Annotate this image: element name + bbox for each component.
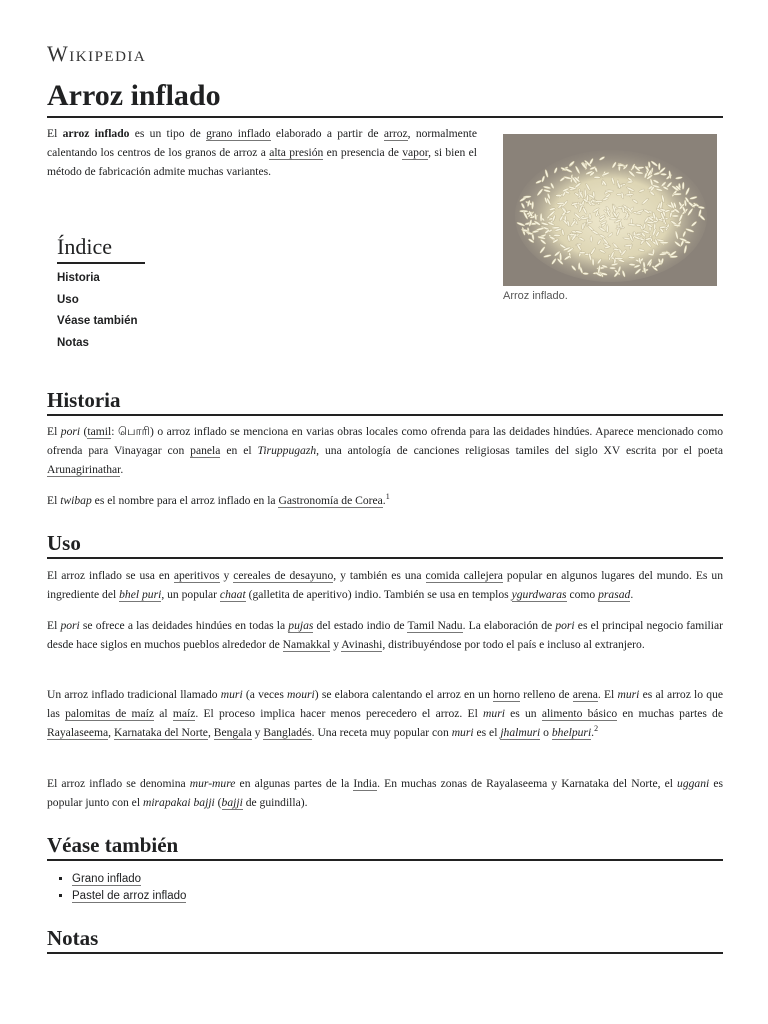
- reference-1[interactable]: 1: [385, 492, 390, 502]
- uso-paragraph-4: El arroz inflado se denomina mur-mure en algunas partes de la India. En muchas zonas de Rayalaseema y Karnataka del Norte, el uggani es popular junto con el mirapakai bajji (bajji de guindilla).: [47, 777, 723, 809]
- page-title: Arroz inflado: [47, 78, 723, 118]
- link-grano-inflado[interactable]: grano inflado: [206, 127, 271, 140]
- link-bajji[interactable]: bajji: [221, 796, 243, 809]
- link-banglades[interactable]: Bangladés: [263, 726, 312, 739]
- link-namakkal[interactable]: Namakkal: [282, 638, 331, 651]
- infobox-figure: [503, 134, 717, 302]
- link-horno[interactable]: horno: [492, 688, 521, 701]
- heading-uso: Uso: [47, 529, 723, 559]
- link-alta-presion[interactable]: alta presión: [269, 146, 324, 159]
- historia-paragraph-2: El twibap es el nombre para el arroz inflado en la Gastronomía de Corea.$^1$: [47, 492, 390, 507]
- link-rayalaseema[interactable]: Rayalaseema: [47, 726, 109, 739]
- historia-paragraph-1: El pori (tamil: பொரி) o arroz inflado se menciona en varias obras locales como ofrenda para las deidades hindúes. Aparece mencionado como ofrenda para Vinayagar con panela en el Tiruppugazh, una antología de canciones religiosas tamiles del siglo XV escrita por el poeta Arunagirinathar.: [47, 425, 724, 476]
- link-gurdwaras[interactable]: ygurdwaras: [511, 588, 567, 601]
- link-comida-callejera[interactable]: comida callejera: [425, 569, 503, 582]
- uso-paragraph-3: Un arroz inflado tradicional llamado muri (a veces mouri) se elabora calentando el arroz en un horno relleno de arena. El muri es al arroz lo que las palomitas de maíz al maíz. El proceso implica hacer menos perecedero el arroz. El muri es un alimento básico en muchas partes de Rayalaseema, Karnataka del Norte, Bengala y Bangladés. Una receta muy popular con muri es el jhalmuri o bhelpuri.$^2$: [47, 688, 724, 739]
- link-chaat[interactable]: chaat: [219, 588, 246, 601]
- uso-paragraph-2: El pori se ofrece a las deidades hindúes en todas la pujas del estado indio de Tamil Nadu. La elaboración de pori es el principal negocio familiar desde hace siglos en muchos pueblos alrededor de Namakkal y Avinashi, distribuyéndose por todo el país e incluso al extranjero.: [47, 619, 723, 651]
- link-jhalmuri[interactable]: jhalmuri: [500, 726, 541, 739]
- heading-notas: Notas: [47, 924, 723, 954]
- list-item: [72, 888, 186, 905]
- link-vapor[interactable]: vapor: [402, 146, 429, 159]
- table-of-contents: [57, 232, 197, 354]
- link-maiz[interactable]: maíz: [172, 707, 196, 720]
- figure-caption: Arroz inflado.: [503, 290, 568, 302]
- list-item: [72, 871, 186, 888]
- link-bengala[interactable]: Bengala: [213, 726, 252, 739]
- link-bhel-puri[interactable]: bhel puri: [119, 588, 162, 601]
- link-pastel-arroz-inflado[interactable]: Pastel de arroz inflado: [72, 890, 187, 902]
- toc-item-vease-tambien[interactable]: Véase también: [57, 315, 138, 327]
- link-prasad[interactable]: prasad: [598, 588, 631, 601]
- uso-paragraph-1: El arroz inflado se usa en aperitivos y cereales de desayuno, y también es una comida callejera popular en algunos lugares del mundo. Es un ingrediente del bhel puri, un popular chaat (galletita de aperitivo) indio. También se usa en templos ygurdwaras como prasad.: [47, 569, 724, 601]
- toc-title: Índice: [57, 232, 145, 264]
- link-arroz[interactable]: arroz: [383, 127, 408, 140]
- heading-vease-tambien: Véase también: [47, 831, 723, 861]
- link-cereales[interactable]: cereales de desayuno: [233, 569, 334, 582]
- toc-item-historia[interactable]: Historia: [57, 272, 100, 284]
- link-gastronomia-corea[interactable]: Gastronomía de Corea: [278, 494, 383, 507]
- link-bhelpuri[interactable]: bhelpuri: [551, 726, 592, 739]
- link-arunagirinathar[interactable]: Arunagirinathar: [47, 463, 121, 476]
- link-tamil[interactable]: tamil: [87, 425, 112, 438]
- reference-2[interactable]: 2: [594, 724, 599, 734]
- link-india[interactable]: India: [353, 777, 378, 790]
- puffed-rice-photo[interactable]: [503, 134, 717, 286]
- link-aperitivos[interactable]: aperitivos: [173, 569, 220, 582]
- toc-item-notas[interactable]: Notas: [57, 336, 89, 349]
- link-panela[interactable]: panela: [190, 444, 221, 457]
- see-also-list: [47, 871, 186, 905]
- intro-paragraph: El arroz inflado es un tipo de grano inflado elaborado a partir de arroz, normalmente calentando los centros de los granos de arroz a alta presión en presencia de vapor, si bien el método de fabricación admite muchas variantes.: [47, 127, 478, 178]
- wikipedia-logo[interactable]: Wikipedia: [47, 41, 147, 66]
- heading-historia: Historia: [47, 386, 723, 416]
- link-alimento-basico[interactable]: alimento básico: [541, 707, 618, 720]
- link-arena[interactable]: arena: [572, 688, 598, 701]
- link-avinashi[interactable]: Avinashi: [341, 638, 383, 651]
- toc-item-uso[interactable]: Uso: [57, 293, 79, 306]
- link-grano-inflado-see[interactable]: Grano inflado: [72, 873, 142, 885]
- link-karnataka-norte[interactable]: Karnataka del Norte: [113, 726, 208, 739]
- link-tamil-nadu[interactable]: Tamil Nadu: [407, 619, 463, 632]
- link-pujas[interactable]: pujas: [288, 619, 314, 632]
- link-palomitas[interactable]: palomitas de maíz: [65, 707, 155, 720]
